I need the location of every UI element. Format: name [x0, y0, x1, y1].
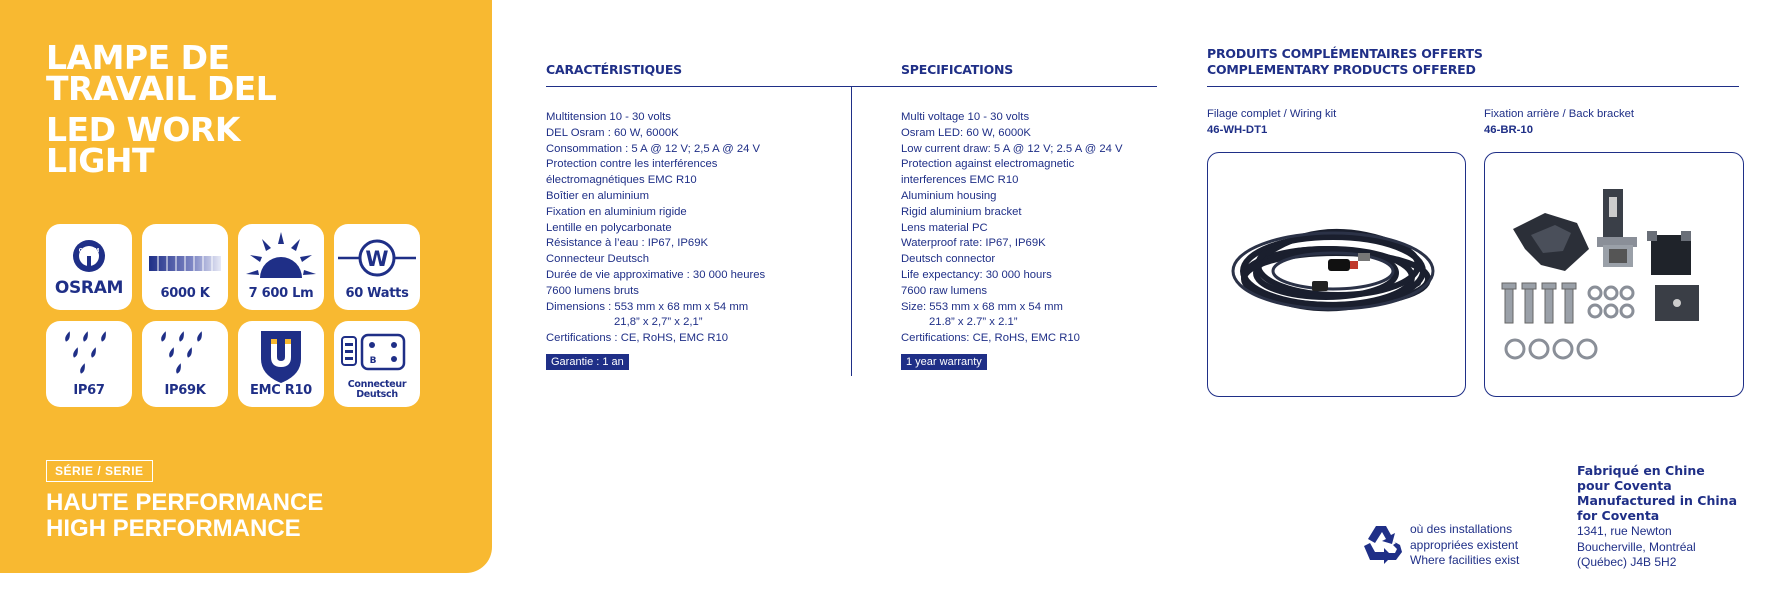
made-in-statement: [1577, 463, 1737, 523]
ip69k-badge: [142, 321, 228, 407]
wiring-kit-image: [1207, 152, 1466, 397]
wiring-harness-illustration: [1208, 153, 1464, 395]
complementary-divider: [1207, 86, 1739, 87]
product-label-wiring-kit: Filage complet / Wiring kit: [1207, 108, 1337, 120]
list-item: Protection against electromagnetic: [901, 158, 1075, 171]
connector-badge: [334, 321, 420, 407]
connector-label-line: Connecteur: [347, 379, 407, 390]
list-item: Low current draw: 5 A @ 12 V; 2.5 A @ 24 V: [901, 142, 1123, 155]
watts-symbol: W: [365, 247, 389, 271]
ip69k-label: IP69K: [164, 383, 206, 398]
title-en-line: LED WORK: [46, 110, 240, 149]
list-item: Waterproof rate: IP67, IP69K: [901, 237, 1046, 250]
specifications-list: [901, 110, 1123, 347]
color-temp-badge: [142, 224, 228, 310]
performance-en: HIGH PERFORMANCE: [46, 515, 301, 542]
list-item: Connecteur Deutsch: [546, 253, 649, 266]
list-item: DEL Osram : 60 W, 6000K: [546, 126, 679, 139]
address-line: (Québec) J4B 5H2: [1577, 555, 1677, 569]
list-item: Dimensions : 553 mm x 68 mm x 54 mm: [546, 300, 749, 313]
column-divider: [851, 86, 852, 376]
osram-badge: [46, 224, 132, 310]
lumens-badge: [238, 224, 324, 310]
product-label-back-bracket: Fixation arrière / Back bracket: [1484, 108, 1635, 120]
product-code-wiring-kit: 46-WH-DT1: [1207, 124, 1268, 136]
list-item: interferences EMC R10: [901, 174, 1019, 187]
list-item: Boîtier en aluminium: [546, 189, 649, 202]
list-item: Durée de vie approximative : 30 000 heures: [546, 268, 766, 281]
title-fr-line: LAMPE DE: [46, 38, 230, 77]
list-item: Résistance à l’eau : IP67, IP69K: [546, 237, 709, 250]
emc-badge: [238, 321, 324, 407]
list-item: Multitension 10 - 30 volts: [546, 111, 671, 123]
list-item: Aluminium housing: [901, 189, 997, 202]
list-item: Protection contre les interférences: [546, 158, 718, 171]
list-item: 21,8” x 2,7” x 2,1”: [614, 316, 703, 329]
product-title-en: [46, 110, 240, 180]
characteristics-list: [546, 110, 765, 347]
list-item: Multi voltage 10 - 30 volts: [901, 111, 1030, 123]
emc-label: EMC R10: [250, 383, 312, 398]
watts-label: 60 Watts: [345, 286, 409, 301]
list-item: Size: 553 mm x 68 mm x 54 mm: [901, 300, 1063, 313]
made-in-line: Manufactured in China: [1577, 493, 1737, 508]
list-item: 7600 lumens bruts: [546, 284, 639, 297]
connector-label-line: Deutsch: [356, 389, 398, 400]
list-item: Consommation : 5 A @ 12 V; 2,5 A @ 24 V: [546, 142, 761, 155]
complementary-heading-fr: PRODUITS COMPLÉMENTAIRES OFFERTS: [1207, 46, 1483, 61]
connector-label: [334, 380, 420, 400]
recycling-note-line: où des installations: [1410, 522, 1513, 536]
product-title-fr: [46, 38, 277, 108]
made-in-line: Fabriqué en Chine: [1577, 463, 1705, 478]
watts-badge: [334, 224, 420, 310]
list-item: 7600 raw lumens: [901, 284, 988, 297]
recycling-symbol-icon: [1360, 522, 1404, 564]
bracket-hardware-illustration: [1485, 153, 1742, 395]
ip67-badge: [46, 321, 132, 407]
product-hero-panel: [0, 0, 492, 573]
lumens-label: 7 600 Lm: [248, 286, 314, 301]
list-item: Rigid aluminium bracket: [901, 205, 1022, 218]
list-item: électromagnétiques EMC R10: [546, 174, 697, 187]
list-item: Deutsch connector: [901, 253, 996, 266]
back-bracket-image: [1484, 152, 1744, 397]
series-tag: SÉRIE / SERIE: [46, 460, 153, 482]
color-temp-label: 6000 K: [160, 286, 210, 301]
address-line: 1341, rue Newton: [1577, 524, 1672, 538]
list-item: 21.8” x 2.7” x 2.1”: [929, 316, 1018, 329]
specifications-heading: SPECIFICATIONS: [901, 62, 1014, 77]
osram-label: OSRAM: [54, 278, 124, 298]
warranty-badge-fr: Garantie : 1 an: [546, 354, 629, 370]
made-in-line: pour Coventa: [1577, 478, 1672, 493]
warranty-badge-en: 1 year warranty: [901, 354, 987, 370]
performance-fr: HAUTE PERFORMANCE: [46, 489, 324, 516]
list-item: Fixation en aluminium rigide: [546, 205, 687, 218]
made-in-line: for Coventa: [1577, 508, 1660, 523]
list-item: Osram LED: 60 W, 6000K: [901, 126, 1031, 139]
ip67-label: IP67: [73, 383, 105, 398]
complementary-heading-en: COMPLEMENTARY PRODUCTS OFFERED: [1207, 62, 1476, 77]
recycling-note: [1410, 522, 1519, 569]
title-en-line: LIGHT: [46, 141, 155, 180]
recycling-note-line: Where facilities exist: [1410, 553, 1520, 567]
product-code-back-bracket: 46-BR-10: [1484, 124, 1533, 136]
characteristics-heading: CARACTÉRISTIQUES: [546, 62, 682, 77]
list-item: Lens material PC: [901, 221, 988, 234]
list-item: Lentille en polycarbonate: [546, 221, 672, 234]
list-item: Certifications: CE, RoHS, EMC R10: [901, 332, 1080, 345]
osram-logo-text: OSRAM: [78, 248, 100, 254]
list-item: Life expectancy: 30 000 hours: [901, 268, 1052, 281]
company-address: [1577, 524, 1696, 571]
connector-plug-mark: B: [369, 356, 377, 366]
recycling-note-line: appropriées existent: [1410, 537, 1519, 552]
address-line: Boucherville, Montréal: [1577, 539, 1696, 554]
title-fr-line: TRAVAIL DEL: [46, 69, 277, 108]
list-item: Certifications : CE, RoHS, EMC R10: [546, 332, 729, 345]
